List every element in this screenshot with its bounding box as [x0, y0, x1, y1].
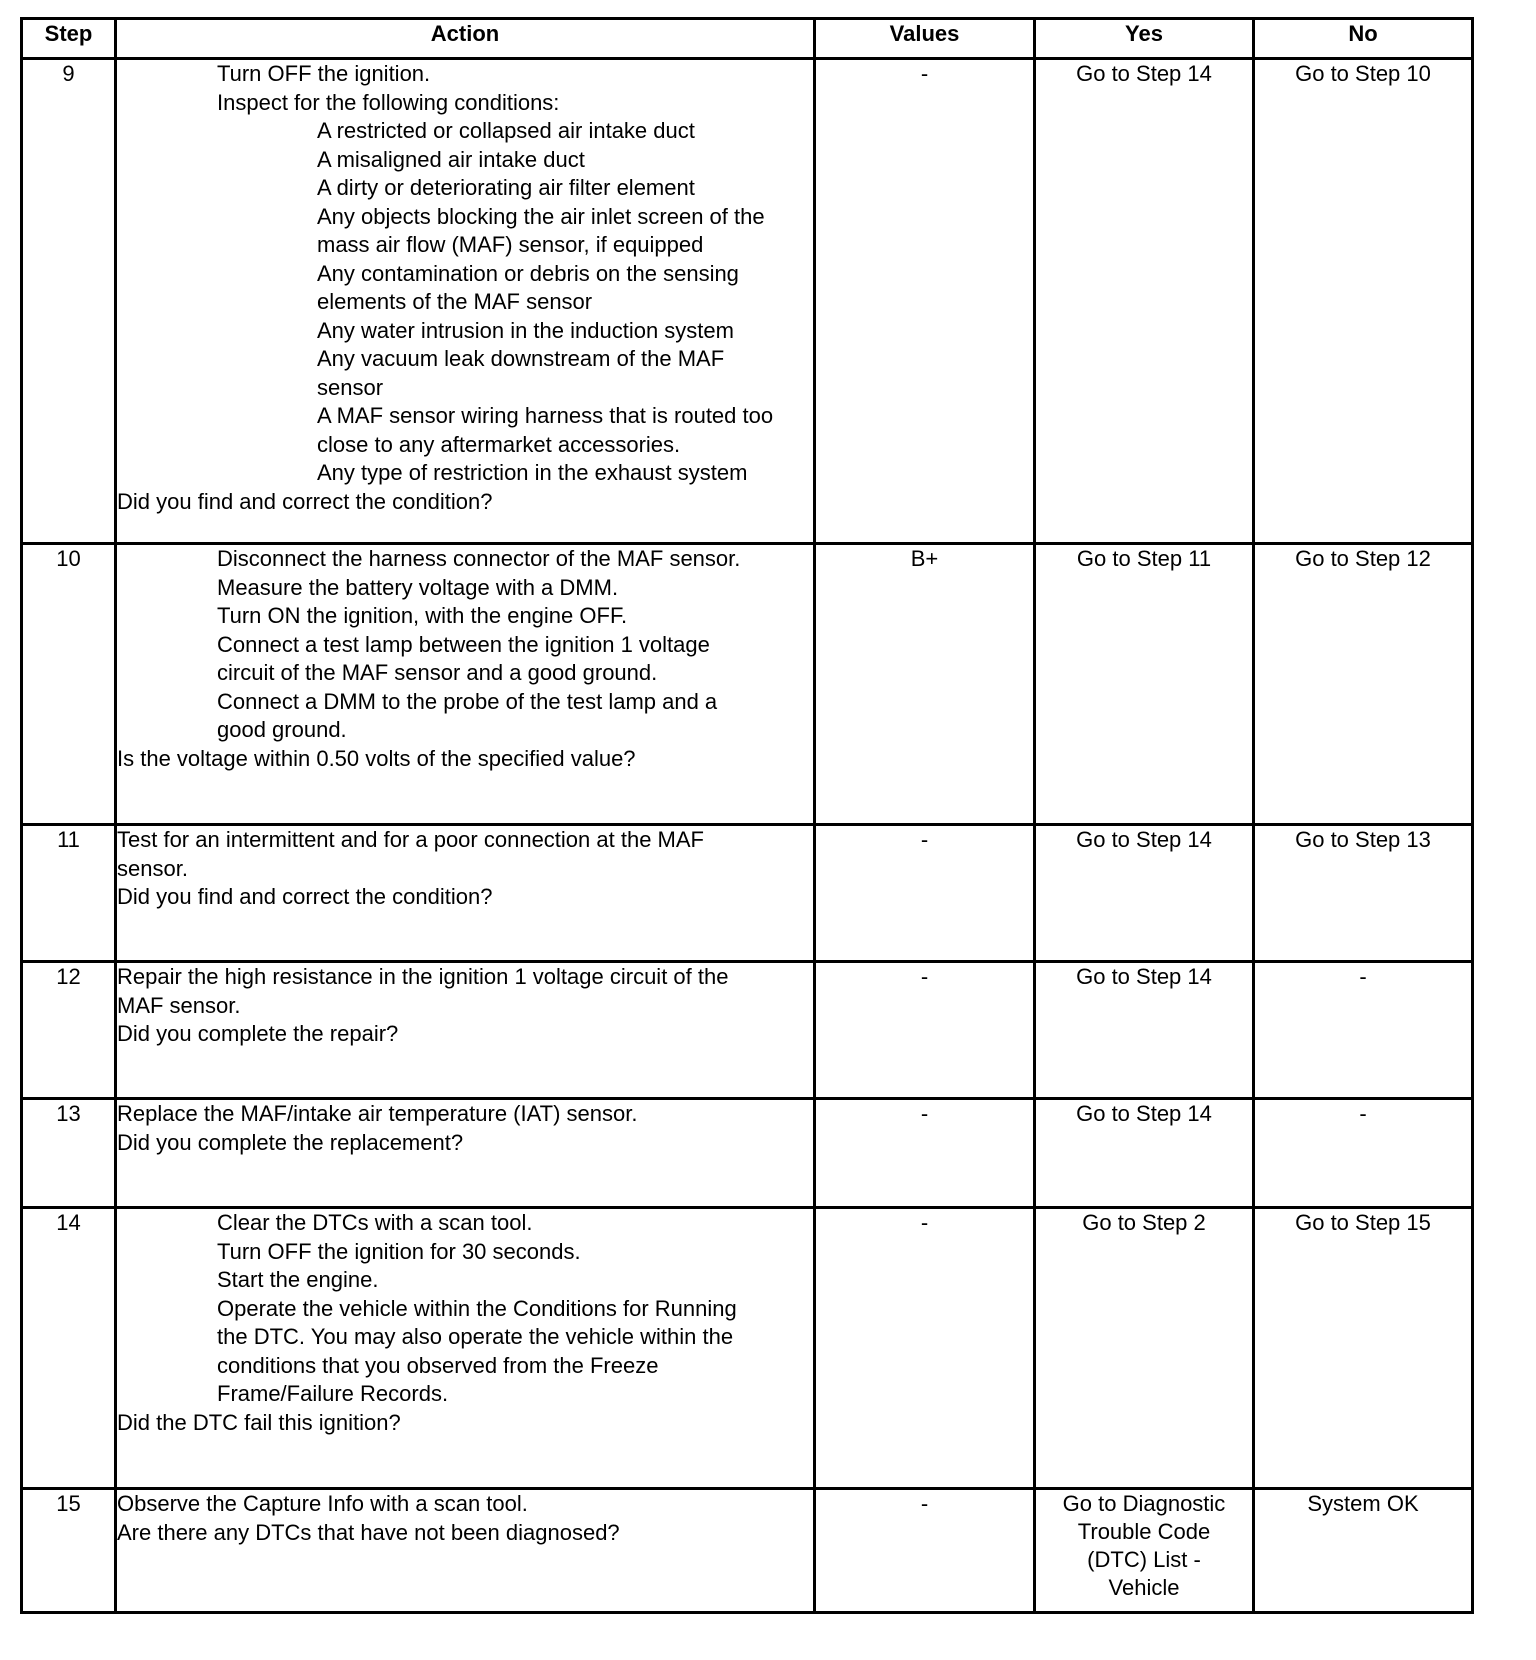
instruction-line: good ground.	[217, 717, 347, 742]
yes-cell: Go to Step 11	[1035, 544, 1254, 825]
condition-line: Any vacuum leak downstream of the MAF	[317, 346, 725, 371]
condition-line: Any type of restriction in the exhaust system	[317, 460, 748, 485]
condition-line: elements of the MAF sensor	[317, 289, 593, 314]
action-question: Did you find and correct the condition?	[117, 488, 493, 514]
action-cell	[116, 1208, 815, 1489]
no-cell: Go to Step 13	[1254, 825, 1473, 962]
action-instructions	[117, 1209, 813, 1409]
action-cell	[116, 59, 815, 544]
instruction-line: Operate the vehicle within the Conditions for Running	[217, 1295, 737, 1321]
instruction-line: Turn ON the ignition, with the engine OFF.	[217, 603, 628, 628]
header-no: No	[1254, 19, 1473, 59]
yes-cell: Go to Step 14	[1035, 59, 1254, 544]
no-cell: System OK	[1254, 1489, 1473, 1613]
instruction-line: MAF sensor.	[117, 992, 241, 1018]
action-question: Did you find and correct the condition?	[117, 884, 493, 909]
step-row-14	[22, 1208, 1473, 1489]
header-row	[22, 19, 1473, 59]
instruction-line: Turn OFF the ignition for 30 seconds.	[217, 1238, 581, 1264]
step-row-10	[22, 544, 1473, 825]
header-action: Action	[116, 19, 815, 59]
value-cell: -	[815, 825, 1035, 962]
instruction-line: Test for an intermittent and for a poor connection at the MAF	[117, 827, 704, 852]
yes-line: Go to Diagnostic	[1062, 1491, 1226, 1516]
action-instructions	[117, 545, 813, 745]
action-question: Did you complete the repair?	[117, 1021, 399, 1046]
instruction-line: Inspect for the following conditions:	[217, 89, 560, 115]
diagnostic-table	[20, 17, 1474, 1614]
yes-line: Trouble Code	[1077, 1519, 1211, 1544]
no-cell: Go to Step 15	[1254, 1208, 1473, 1489]
yes-cell: Go to Step 14	[1035, 825, 1254, 962]
instruction-line: Observe the Capture Info with a scan tool.	[117, 1491, 528, 1516]
action-cell	[116, 1099, 815, 1208]
step-number: 11	[22, 825, 116, 962]
instruction-line: Frame/Failure Records.	[217, 1381, 449, 1406]
step-row-12	[22, 962, 1473, 1099]
action-instructions	[117, 1490, 813, 1519]
action-cell	[116, 1489, 815, 1613]
header-values: Values	[815, 19, 1035, 59]
condition-line: A restricted or collapsed air intake duct	[317, 118, 695, 143]
instruction-line: Repair the high resistance in the ignition 1 voltage circuit of the	[117, 964, 729, 989]
action-instructions	[117, 1100, 813, 1129]
step-row-15	[22, 1489, 1473, 1613]
instruction-line: conditions that you observed from the Freeze	[217, 1352, 659, 1378]
yes-cell: Go to Step 14	[1035, 1099, 1254, 1208]
header-step: Step	[22, 19, 116, 59]
action-cell	[116, 825, 815, 962]
condition-line: A misaligned air intake duct	[317, 146, 585, 172]
no-cell: -	[1254, 1099, 1473, 1208]
yes-cell	[1035, 1489, 1254, 1613]
instruction-line: circuit of the MAF sensor and a good ground.	[217, 660, 658, 685]
instruction-line: Connect a DMM to the probe of the test lamp and a	[217, 688, 718, 714]
step-row-11	[22, 825, 1473, 962]
condition-line: sensor	[317, 374, 384, 400]
step-number: 13	[22, 1099, 116, 1208]
step-number: 15	[22, 1489, 116, 1613]
no-cell: Go to Step 10	[1254, 59, 1473, 544]
instruction-line: Start the engine.	[217, 1267, 379, 1292]
yes-line: (DTC) List -	[1087, 1547, 1201, 1572]
instruction-line: sensor.	[117, 855, 188, 881]
value-cell: -	[815, 962, 1035, 1099]
value-cell: -	[815, 1099, 1035, 1208]
condition-line: mass air flow (MAF) sensor, if equipped	[317, 232, 704, 257]
instruction-line: Replace the MAF/intake air temperature (IAT) sensor.	[117, 1101, 638, 1126]
step-row-13	[22, 1099, 1473, 1208]
instruction-line: Measure the battery voltage with a DMM.	[217, 574, 619, 600]
instruction-line: Clear the DTCs with a scan tool.	[217, 1210, 533, 1235]
action-instructions	[117, 826, 813, 883]
condition-line: Any objects blocking the air inlet screen of the	[317, 203, 765, 229]
step-number: 14	[22, 1208, 116, 1489]
condition-line: A MAF sensor wiring harness that is routed too	[317, 403, 774, 428]
action-question: Did you complete the replacement?	[117, 1129, 464, 1155]
action-question: Did the DTC fail this ignition?	[117, 1409, 401, 1435]
condition-line: A dirty or deteriorating air filter element	[317, 175, 695, 200]
condition-line: Any water intrusion in the induction system	[317, 317, 734, 343]
step-number: 9	[22, 59, 116, 544]
action-instructions	[117, 60, 813, 488]
value-cell: -	[815, 59, 1035, 544]
action-question: Is the voltage within 0.50 volts of the specified value?	[117, 745, 636, 771]
condition-line: close to any aftermarket accessories.	[317, 431, 681, 457]
no-cell: Go to Step 12	[1254, 544, 1473, 825]
value-cell: -	[815, 1489, 1035, 1613]
step-number: 10	[22, 544, 116, 825]
value-cell: -	[815, 1208, 1035, 1489]
no-cell: -	[1254, 962, 1473, 1099]
action-cell	[116, 544, 815, 825]
yes-cell: Go to Step 2	[1035, 1208, 1254, 1489]
yes-line: Vehicle	[1108, 1575, 1180, 1600]
condition-line: Any contamination or debris on the sensing	[317, 260, 739, 286]
value-cell: B+	[815, 544, 1035, 825]
instruction-line: Turn OFF the ignition.	[217, 61, 431, 86]
step-row-9	[22, 59, 1473, 544]
instruction-line: Connect a test lamp between the ignition 1 voltage	[217, 631, 710, 657]
instruction-line: the DTC. You may also operate the vehicle within the	[217, 1324, 734, 1349]
action-question: Are there any DTCs that have not been diagnosed?	[117, 1519, 620, 1545]
action-cell	[116, 962, 815, 1099]
step-number: 12	[22, 962, 116, 1099]
yes-cell: Go to Step 14	[1035, 962, 1254, 1099]
action-instructions	[117, 963, 813, 1020]
header-yes: Yes	[1035, 19, 1254, 59]
instruction-line: Disconnect the harness connector of the MAF sensor.	[217, 546, 741, 571]
